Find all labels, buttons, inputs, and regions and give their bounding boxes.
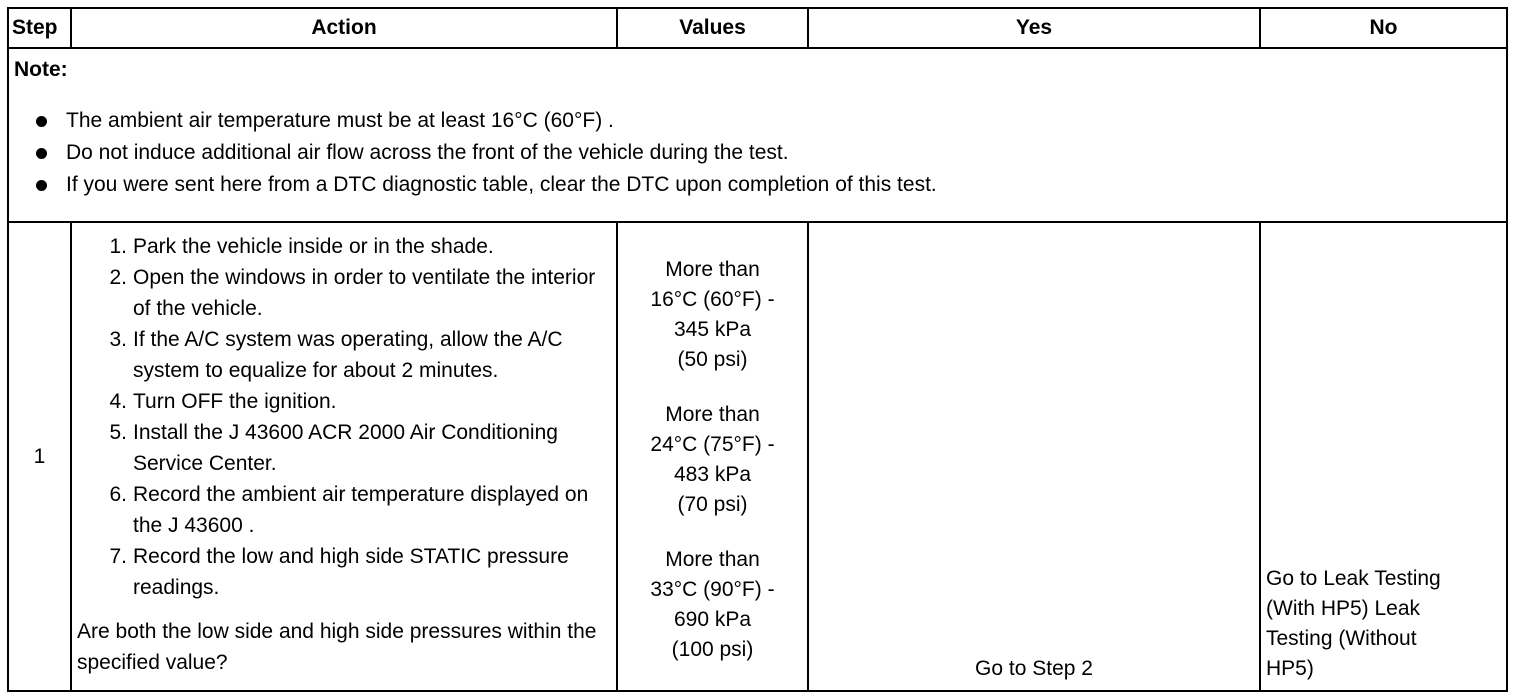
no-goto-line[interactable]: HP5) [1266,657,1314,680]
action-step-number: 1. [109,235,127,258]
action-step-number: 6. [109,483,127,506]
action-step-number: 5. [109,421,127,444]
action-step [77,231,612,262]
action-step-text: Record the ambient air temperature displayed on the J 43600 . [133,483,589,537]
value-block [618,255,807,375]
action-step-text: Park the vehicle inside or in the shade. [133,235,494,258]
value-block [618,400,807,520]
action-steps-list [77,231,612,603]
action-step-number: 7. [109,545,127,568]
value-block [618,545,807,665]
yes-goto-link[interactable]: Go to Step 2 [975,657,1093,680]
action-step-text: Record the low and high side STATIC pressure readings. [133,545,569,599]
step-1-row [8,222,1507,691]
action-step [77,479,612,541]
header-no: No [1260,8,1507,48]
no-goto-line[interactable]: (With HP5) Leak [1266,597,1421,620]
header-values: Values [617,8,808,48]
no-goto-line[interactable]: Testing (Without [1266,627,1417,650]
note-item-text: The ambient air temperature must be at least 16°C (60°F) . [66,109,614,132]
header-action: Action [71,8,617,48]
action-step-text: If the A/C system was operating, allow the A/C system to equalize for about 2 minutes. [133,328,563,382]
note-item [14,137,1501,169]
action-step [77,386,612,417]
note-list [14,105,1501,201]
header-step: Step [8,8,71,48]
value-line: 33°C (90°F) - [650,578,775,601]
value-line: (70 psi) [677,493,748,516]
action-step-number: 2. [109,266,127,289]
action-step-text: Install the J 43600 ACR 2000 Air Conditioning Service Center. [133,421,558,475]
value-line: 483 kPa [673,463,752,486]
action-step [77,324,612,386]
bullet-icon [36,180,47,191]
action-step [77,541,612,603]
value-line: 24°C (75°F) - [650,433,775,456]
value-line: More than [665,548,760,571]
note-item [14,169,1501,201]
question-text: Are both the low side and high side pressures within the specified value? [77,620,597,674]
action-cell [71,222,617,691]
diagnostic-table [7,7,1508,692]
value-line: 690 kPa [673,608,752,631]
step-number: 1 [8,222,71,691]
value-line: (50 psi) [677,348,748,371]
value-line: More than [665,258,760,281]
note-item-text: If you were sent here from a DTC diagnostic table, clear the DTC upon completion of this test. [66,173,937,196]
note-cell [8,48,1507,222]
action-step-number: 3. [109,328,127,351]
bullet-icon [36,116,47,127]
values-cell [617,222,808,691]
action-step [77,417,612,479]
action-step-text: Turn OFF the ignition. [133,390,337,413]
note-row [8,48,1507,222]
yes-cell [808,222,1260,691]
header-yes: Yes [808,8,1260,48]
header-row [8,8,1507,48]
note-title: Note: [14,58,68,81]
value-line: 345 kPa [673,318,752,341]
action-step [77,262,612,324]
no-cell [1260,222,1507,691]
no-goto-line[interactable]: Go to Leak Testing [1266,567,1441,590]
note-item [14,105,1501,137]
action-step-text: Open the windows in order to ventilate the interior of the vehicle. [133,266,596,320]
note-item-text: Do not induce additional air flow across the front of the vehicle during the test. [66,141,789,164]
action-step-number: 4. [109,390,127,413]
value-line: (100 psi) [671,638,754,661]
value-line: 16°C (60°F) - [650,288,775,311]
bullet-icon [36,148,47,159]
value-line: More than [665,403,760,426]
